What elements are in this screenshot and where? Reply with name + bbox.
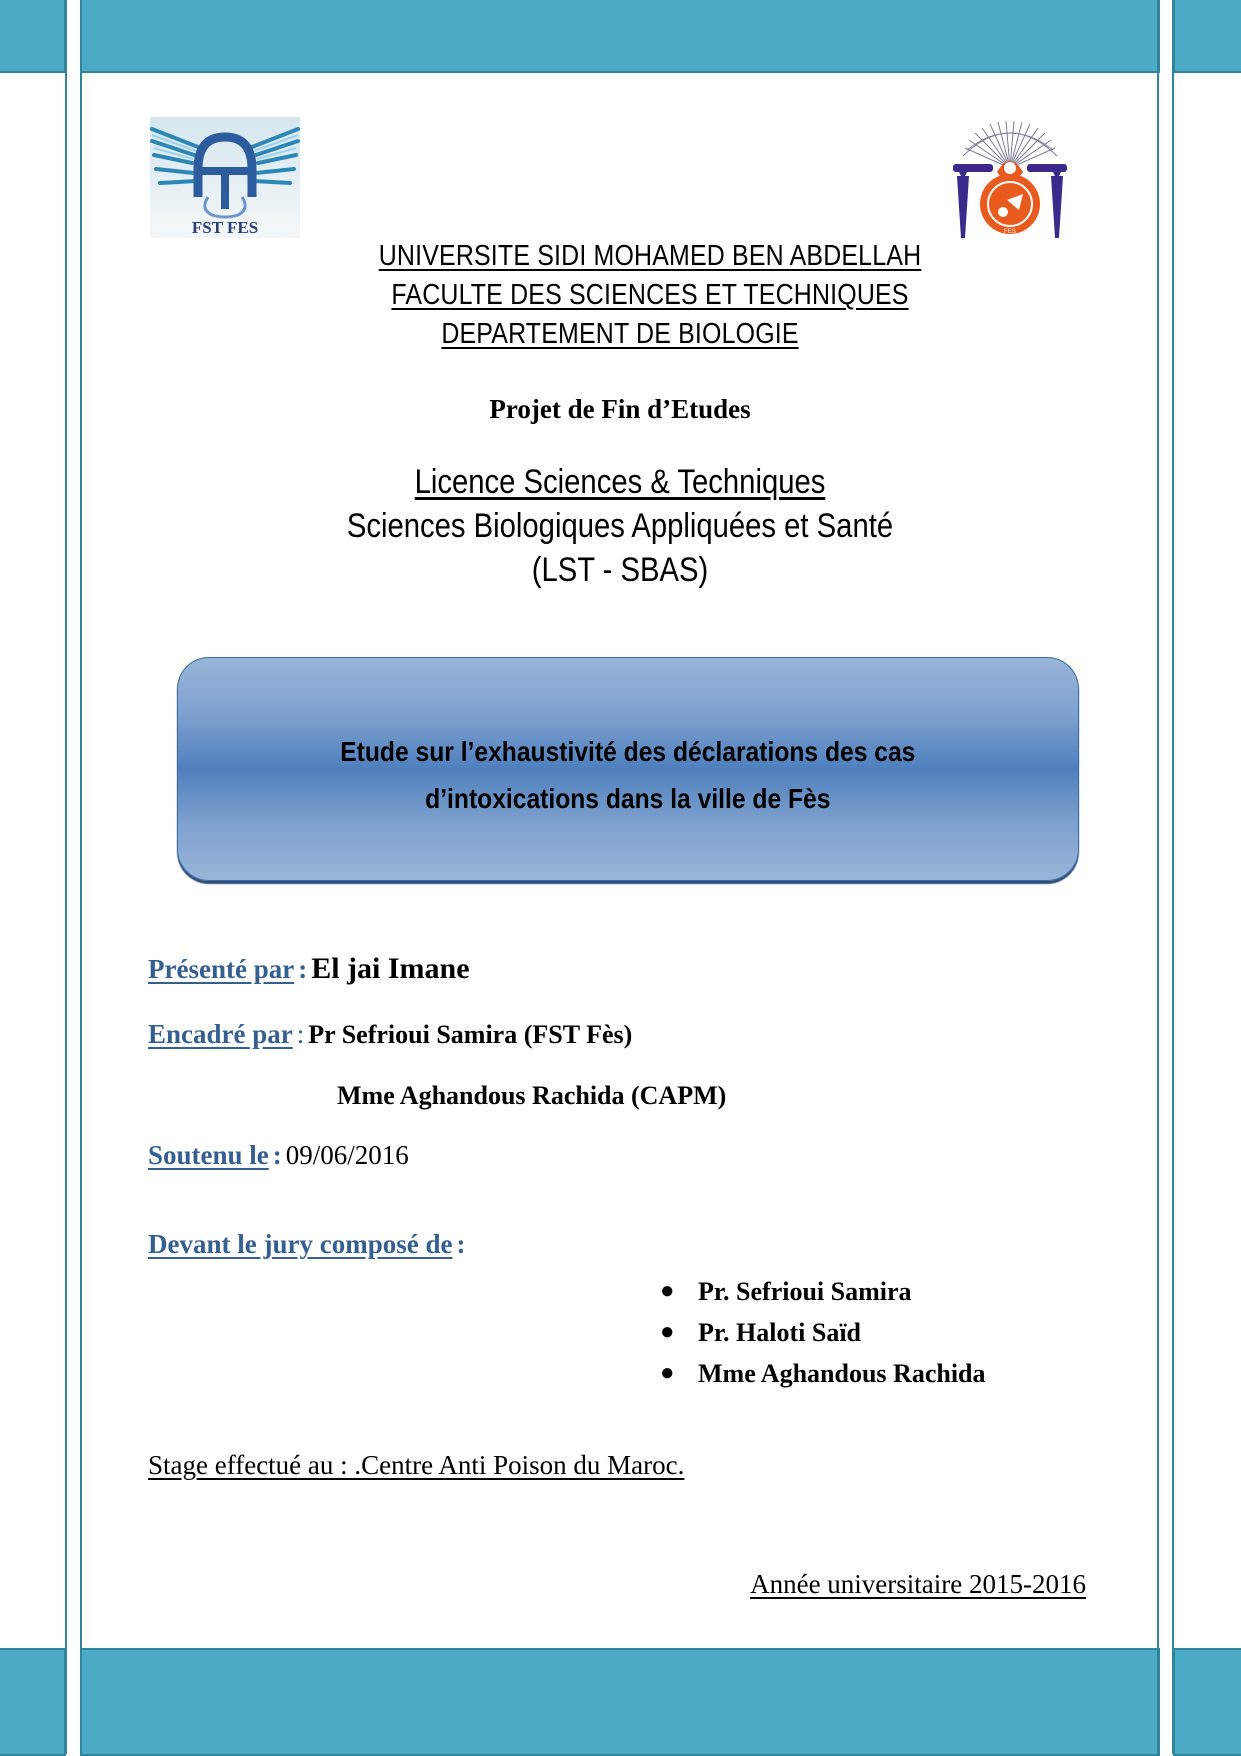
supervisor-2-row <box>337 1081 726 1111</box>
bullet-icon: ● <box>660 1360 675 1386</box>
presented-by-label: Présenté par <box>148 954 295 984</box>
project-type: Projet de Fin d’Etudes <box>489 394 751 424</box>
degree-block <box>200 463 1040 595</box>
bottom-band-left <box>0 1648 66 1756</box>
student-name: El jai Imane <box>311 952 470 985</box>
thesis-title <box>340 716 915 822</box>
university-name: UNIVERSITE SIDI MOHAMED BEN ABDELLAH <box>378 240 922 272</box>
defense-date: 09/06/2016 <box>285 1140 409 1170</box>
institution-header <box>260 240 1040 318</box>
top-band-center <box>80 0 1160 73</box>
supervised-by-row <box>148 1019 632 1050</box>
bottom-band-center <box>80 1648 1160 1756</box>
top-band-right <box>1173 0 1241 73</box>
usmba-logo <box>945 120 1075 240</box>
supervisor-1: Pr Sefrioui Samira (FST Fès) <box>308 1020 633 1049</box>
jury-colon: : <box>456 1229 466 1259</box>
department-name: DEPARTEMENT DE BIOLOGIE <box>441 318 799 350</box>
fst-fes-logo <box>150 117 300 238</box>
degree-name: Licence Sciences & Techniques <box>414 463 826 501</box>
thesis-title-line-2: d’intoxications dans la ville de Fès <box>425 783 831 814</box>
thesis-title-box <box>177 657 1079 881</box>
jury-member: ● Pr. Haloti Saïd <box>660 1312 986 1353</box>
defended-on-colon: : <box>272 1140 282 1170</box>
thesis-title-line-1: Etude sur l’exhaustivité des déclarations des cas <box>340 736 916 767</box>
frame-line-right-inner <box>1157 0 1159 1754</box>
faculty-name: FACULTE DES SCIENCES ET TECHNIQUES <box>391 279 909 311</box>
supervised-by-label: Encadré par <box>148 1019 293 1049</box>
frame-line-right-outer <box>1172 0 1174 1754</box>
jury-label: Devant le jury composé de <box>148 1229 453 1259</box>
frame-line-left-outer <box>65 0 67 1754</box>
presented-by-colon: : <box>298 954 308 984</box>
frame-line-left-inner <box>80 0 82 1754</box>
presented-by-row <box>148 952 470 986</box>
supervised-by-colon: : <box>296 1019 305 1049</box>
bullet-icon: ● <box>660 1278 675 1304</box>
program-name: Sciences Biologiques Appliquées et Santé <box>346 507 894 545</box>
bullet-icon: ● <box>660 1319 675 1345</box>
svg-text:FST FES: FST FES <box>191 218 259 237</box>
defended-on-row <box>148 1140 409 1171</box>
program-abbr: (LST - SBAS) <box>531 551 709 589</box>
jury-member: ● Pr. Sefrioui Samira <box>660 1271 986 1312</box>
bottom-band-right <box>1173 1648 1241 1756</box>
jury-member: ● Mme Aghandous Rachida <box>660 1353 986 1394</box>
svg-text:FES: FES <box>1004 229 1016 235</box>
fst-fes-emblem-icon <box>150 117 300 238</box>
academic-year: Année universitaire 2015-2016 <box>750 1569 1086 1599</box>
defended-on-label: Soutenu le <box>148 1140 269 1170</box>
university-emblem-icon <box>945 120 1075 240</box>
jury-list <box>660 1271 986 1394</box>
supervisor-2: Mme Aghandous Rachida (CAPM) <box>337 1081 727 1110</box>
internship-location: Stage effectué au : .Centre Anti Poison du Maroc. <box>148 1450 685 1480</box>
top-band-left <box>0 0 66 73</box>
jury-row <box>148 1229 465 1260</box>
